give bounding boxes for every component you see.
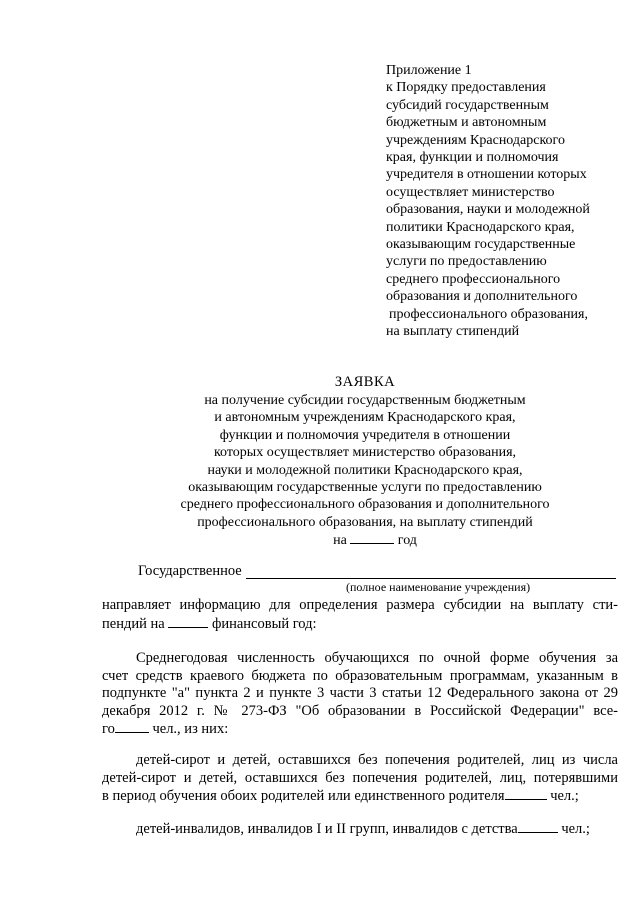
fin-year-blank[interactable] — [168, 615, 208, 628]
year-suffix: год — [397, 533, 417, 549]
document-subtitle — [150, 392, 580, 550]
year-prefix: на — [333, 533, 347, 549]
org-name-field[interactable] — [246, 578, 616, 579]
orphans-line: детей-сирот и детей, оставшихся без попечения родителей, лиц из числа — [136, 752, 618, 768]
subtitle-line: функции и полномочия учредителя в отношении — [219, 427, 511, 443]
info-line: направляет информацию для определения размера субсидии на выплату сти- — [102, 597, 618, 613]
orphans-line: детей-сирот и детей, оставшихся без попечения родителей, лиц, потерявшими — [102, 769, 618, 786]
fin-year-prefix: пендий на — [102, 615, 165, 632]
orphans-blank[interactable] — [505, 787, 547, 800]
headcount-line: счет средств краевого бюджета по образовательным программам, указанным в — [102, 667, 618, 684]
appendix-line: политики Краснодарского края, — [386, 219, 575, 235]
headcount-line: подпункте "а" пункта 2 и пункте 3 части 3 статьи 12 Федерального закона от 29 — [102, 685, 618, 702]
appendix-line: образования, науки и молодежной — [386, 202, 590, 218]
appendix-line: среднего профессионального — [386, 271, 561, 287]
subtitle-line: оказывающим государственные услуги по предоставлению — [188, 480, 542, 496]
disabled-suffix: чел.; — [561, 821, 590, 837]
disabled-paragraph — [102, 820, 618, 839]
subtitle-line: профессионального образования, на выплату стипендий — [197, 514, 533, 530]
appendix-block — [386, 62, 636, 341]
appendix-line: Приложение 1 — [386, 63, 472, 78]
orphans-prefix: в период обучения обоих родителей или единственного родителя — [102, 788, 505, 805]
headcount-line: декабря 2012 г. № 273-ФЗ "Об образовании в Российской Федерации" все- — [102, 702, 618, 719]
appendix-line: осуществляет министерство — [386, 184, 555, 200]
org-name-hint: (полное наименование учреждения) — [346, 580, 531, 594]
appendix-line: бюджетным и автономным — [386, 115, 547, 131]
headcount-line — [102, 720, 618, 739]
headcount-prefix: го — [102, 721, 115, 738]
year-blank[interactable] — [350, 531, 394, 544]
headcount-paragraph — [102, 650, 618, 739]
info-line — [102, 615, 618, 634]
appendix-line: профессионального образования, — [389, 306, 588, 322]
headcount-line: Среднегодовая численность обучающихся по очной форме обучения за — [136, 650, 618, 666]
fin-year-suffix: финансовый год: — [211, 615, 317, 632]
subtitle-line: на получение субсидии государственным бюджетным — [204, 393, 526, 408]
appendix-line: оказывающим государственные — [386, 237, 576, 253]
disabled-blank[interactable] — [518, 820, 558, 833]
appendix-line: к Порядку предоставления — [386, 80, 546, 96]
subtitle-line: среднего профессионального образования и дополнительного — [180, 497, 550, 513]
document-title: ЗАЯВКА — [334, 374, 396, 390]
disabled-prefix: детей-инвалидов, инвалидов I и II групп, инвалидов с детства — [136, 821, 518, 837]
appendix-line: услуги по предоставлению — [386, 254, 547, 270]
headcount-blank[interactable] — [115, 720, 149, 733]
appendix-line: учреждениям Краснодарского — [386, 132, 565, 148]
info-paragraph — [102, 597, 618, 633]
appendix-line: учредителя в отношении которых — [386, 167, 587, 183]
subtitle-line: и автономным учреждениям Краснодарского края, — [214, 410, 516, 426]
year-line — [150, 531, 580, 549]
appendix-line: края, функции и полномочия — [386, 150, 559, 166]
orphans-line — [102, 787, 618, 806]
headcount-suffix: чел., из них: — [152, 721, 229, 738]
appendix-line: образования и дополнительного — [386, 289, 578, 305]
disabled-line — [102, 820, 618, 839]
orphans-paragraph — [102, 752, 618, 806]
orphans-suffix: чел.; — [550, 788, 579, 805]
org-label: Государственное — [138, 563, 242, 579]
appendix-line: субсидий государственным — [386, 97, 549, 113]
subtitle-line: науки и молодежной политики Краснодарского края, — [207, 462, 523, 478]
appendix-line: на выплату стипендий — [386, 324, 520, 340]
subtitle-line: которых осуществляет министерство образования, — [213, 445, 517, 461]
